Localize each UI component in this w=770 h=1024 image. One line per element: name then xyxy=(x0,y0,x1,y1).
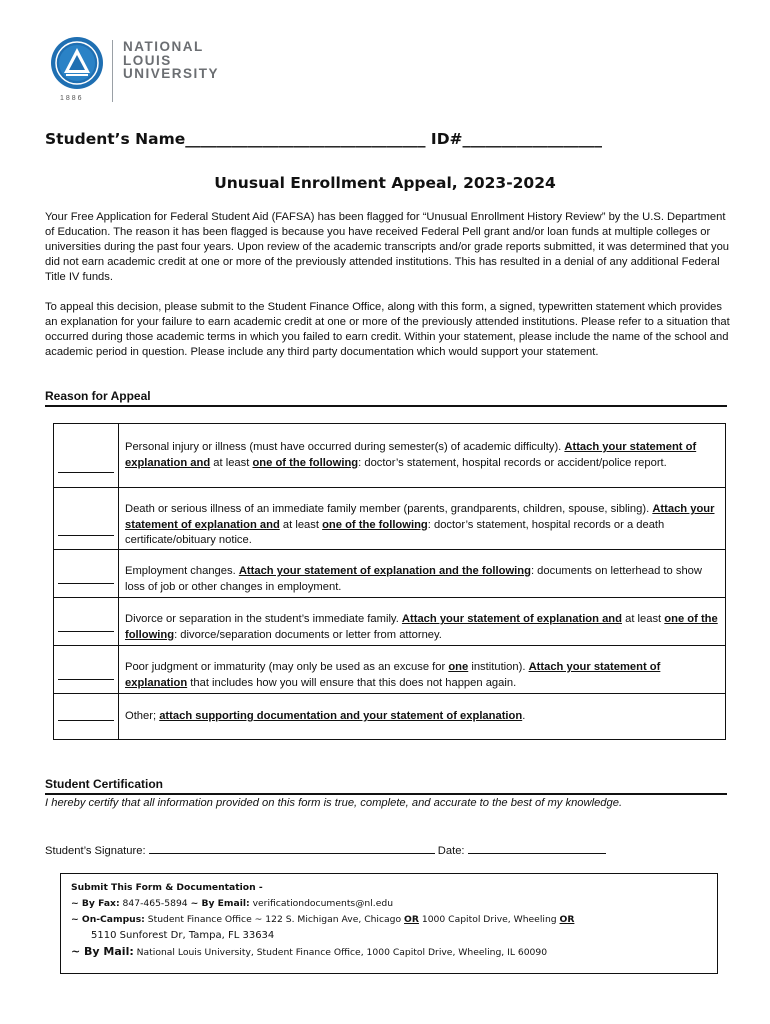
reason-text-plain: : doctor’s statement, hospital records or a death certificate/obituary notice. xyxy=(125,518,665,547)
student-name-label: Student’s Name xyxy=(45,130,186,148)
logo-year: 1886 xyxy=(60,95,84,102)
form-title: Unusual Enrollment Appeal, 2023-2024 xyxy=(214,174,556,192)
reason-row-employment xyxy=(54,550,725,598)
reason-text-bold: one of the following xyxy=(252,456,359,469)
reason-row-injury xyxy=(54,424,725,488)
logo-divider xyxy=(112,40,113,102)
reason-text-plain: : documents on letterhead to show loss of job or other changes in employment. xyxy=(125,565,702,593)
reason-text xyxy=(125,612,722,643)
submit-fax-email-line xyxy=(71,896,707,912)
reason-text-plain: Other; xyxy=(125,710,160,722)
logo-wordmark xyxy=(123,40,219,81)
student-name-field[interactable]: _______________________________ xyxy=(185,130,426,148)
reason-row-poor-judgment xyxy=(54,646,725,694)
reason-checkbox-blank[interactable] xyxy=(58,720,114,721)
reason-checkbox-blank[interactable] xyxy=(58,535,114,536)
reason-text xyxy=(125,564,722,595)
reason-row-other xyxy=(54,694,725,741)
reason-text-plain: : doctor’s statement, hospital records or accident/police report. xyxy=(358,456,667,469)
date-field[interactable] xyxy=(468,844,606,854)
student-id-label: ID# xyxy=(430,130,463,148)
reason-text-plain: at least xyxy=(621,613,665,625)
or-text: OR xyxy=(404,914,419,925)
reason-text xyxy=(125,660,722,691)
reason-text-bold: Attach your statement of explanation xyxy=(125,661,661,689)
reason-text xyxy=(125,709,722,725)
reason-text-bold: attach supporting documentation and your statement of explanation xyxy=(159,710,523,722)
submit-heading: Submit This Form & Documentation - xyxy=(71,882,263,893)
email-label: ~ By Email: xyxy=(190,898,250,909)
reason-text-plain: : divorce/separation documents or letter from attorney. xyxy=(174,628,442,641)
reason-text-plain: Divorce or separation in the student’s immediate family. xyxy=(125,613,402,625)
logo-line-2: LOUIS xyxy=(123,52,172,68)
student-certification-heading: Student Certification xyxy=(45,777,727,795)
submission-instructions-box xyxy=(60,873,718,974)
university-logo xyxy=(46,34,246,106)
email-address: verificationdocuments@nl.edu xyxy=(249,898,394,909)
reason-checkbox-blank[interactable] xyxy=(58,583,114,584)
fax-label: ~ By Fax: xyxy=(71,898,120,909)
date-label: Date: xyxy=(437,845,465,857)
tampa-address: 5110 Sunforest Dr, Tampa, FL 33634 xyxy=(91,930,275,941)
student-id-field[interactable]: __________________ xyxy=(462,130,603,148)
reason-row-divorce xyxy=(54,598,725,646)
reason-text-bold: Attach your statement of explanation and the following xyxy=(238,565,531,577)
or-text: OR xyxy=(559,914,575,925)
reason-text-plain: Poor judgment or immaturity (may only be used as an excuse for xyxy=(125,661,449,673)
reason-text xyxy=(125,502,722,549)
reason-text-plain: Personal injury or illness (must have occurred during semester(s) of academic difficulty). xyxy=(125,441,565,453)
reason-checkbox-blank[interactable] xyxy=(58,679,114,680)
logo-line-3: UNIVERSITY xyxy=(123,66,220,81)
reason-checkbox-blank[interactable] xyxy=(58,472,114,473)
fax-number: 847-465-5894 xyxy=(119,898,191,909)
on-campus-label: ~ On-Campus: xyxy=(71,914,145,925)
intro-paragraph-2: To appeal this decision, please submit to the Student Finance Office, along with this form, a signed, typewritten statement which provides an explanation for your failure to earn academic credit at one or more of the previously attended institutions. Please refer to a situation that occurred during those academic terms in which you failed to earn credit. Within your statement, please include the name of the school and academic period in question. Please include any third party documentation which would support your statement. xyxy=(45,301,730,359)
reason-checkbox-blank[interactable] xyxy=(58,631,114,632)
signature-label: Student’s Signature: xyxy=(45,845,146,857)
reason-text-plain: Death or serious illness of an immediate family member (parents, grandparents, children, spouse, sibling). xyxy=(125,503,653,515)
intro-paragraph-1: Your Free Application for Federal Student Aid (FAFSA) has been flagged for “Unusual Enrollment History Review” by the U.S. Department of Education. The reason it has been flagged is because you have received Federal Pell grant and/or loan funds at multiple colleges or universities during the past four years. Upon review of the academic transcripts and/or grade reports submitted, it was determined that you did not earn academic credit at one or more of the previously attended institutions. This has resulted in a denial of any additional Federal Title IV funds. xyxy=(45,211,730,284)
reason-row-death-illness xyxy=(54,488,725,550)
university-seal-icon xyxy=(50,36,104,90)
reason-text-plain: institution). xyxy=(468,661,529,673)
student-name-id-line xyxy=(45,130,602,148)
signature-field[interactable] xyxy=(149,844,435,854)
reason-text-bold: Attach your statement of explanation and xyxy=(401,613,622,625)
reason-text xyxy=(125,440,722,471)
reason-text-bold: one of the following xyxy=(125,613,718,641)
reason-text-bold: one of the following xyxy=(322,518,428,531)
logo-line-1: NATIONAL xyxy=(123,39,204,54)
reason-text-plain: at least xyxy=(210,456,253,469)
reason-text-bold: one xyxy=(448,661,469,673)
reason-text-plain: that includes how you will ensure that this does not happen again. xyxy=(187,676,517,689)
chicago-address: Student Finance Office ~ 122 S. Michigan Ave, Chicago xyxy=(144,914,405,925)
submit-mail-line xyxy=(71,944,707,961)
reason-for-appeal-heading: Reason for Appeal xyxy=(45,389,727,407)
submit-campus-line xyxy=(71,912,707,928)
reason-text-plain: Employment changes. xyxy=(125,565,239,577)
mail-label: ~ By Mail: xyxy=(71,945,134,958)
reason-text-bold: Attach your statement of explanation and xyxy=(125,503,715,531)
signature-date-line xyxy=(45,844,606,857)
reason-text-plain: at least xyxy=(279,518,323,531)
reason-text-bold: Attach your statement of explanation and xyxy=(125,441,697,469)
wheeling-address: 1000 Capitol Drive, Wheeling xyxy=(418,914,560,925)
mail-address: National Louis University, Student Finance Office, 1000 Capitol Drive, Wheeling, IL 60090 xyxy=(133,947,548,958)
reasons-table xyxy=(53,423,726,740)
reason-text-plain: . xyxy=(522,710,526,722)
certification-statement: I hereby certify that all information provided on this form is true, complete, and accurate to the best of my knowledge. xyxy=(45,797,623,809)
